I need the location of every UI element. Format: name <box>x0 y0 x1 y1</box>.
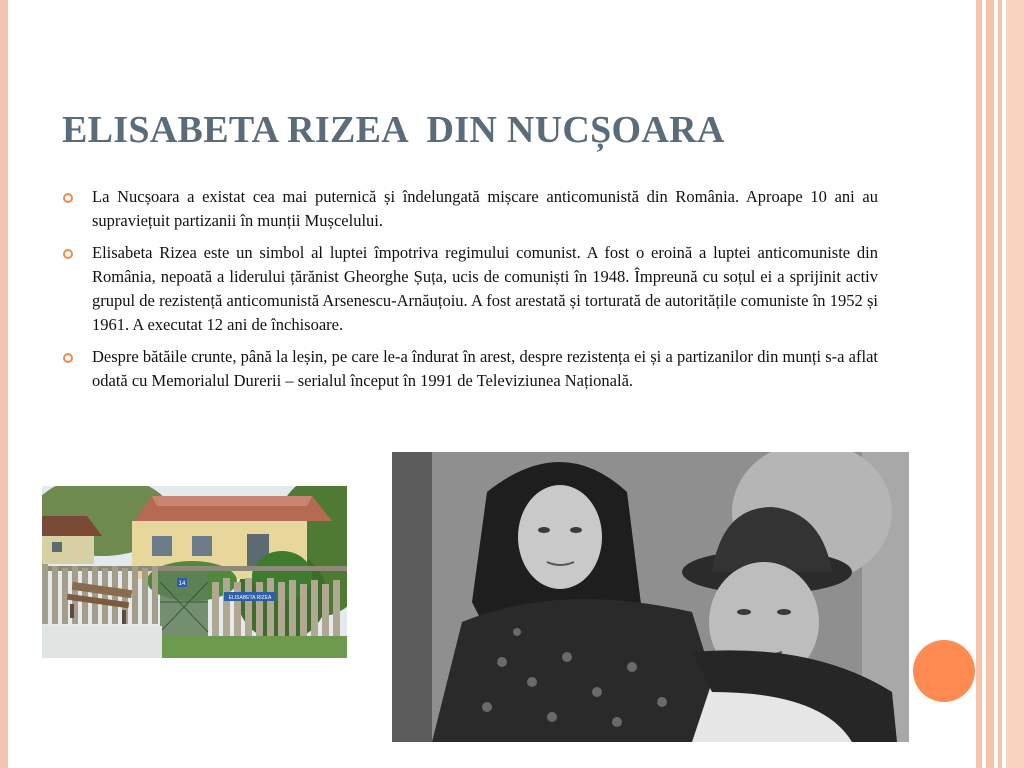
elisabeta-rizea-portrait-photo <box>392 452 909 742</box>
bullet-marker-icon <box>63 193 73 203</box>
left-border-decoration <box>0 0 8 768</box>
house-number-sign: 14 <box>178 581 186 587</box>
street-name-sign: ELISABETA RIZEA <box>228 595 272 601</box>
bullet-text: La Nucșoara a existat cea mai puternică și îndelungată mișcare anticomunistă din România. Aproape 10 ani au supraviețuit partizanii în munții Mușcelului. <box>92 187 878 230</box>
bullet-item <box>62 185 878 233</box>
stripe <box>1006 0 1024 768</box>
bullet-marker-icon <box>63 353 73 363</box>
bullet-text: Despre bătăile crunte, până la leșin, pe care le-a îndurat în arest, despre rezistența ei și a partizanilor din munți s-a aflat odată cu Memorialul Durerii – serialul început în 1991 de Televiziunea Națională. <box>92 347 878 390</box>
bullet-item <box>62 241 878 337</box>
orange-circle-decoration <box>913 640 975 702</box>
bullet-marker-icon <box>63 249 73 259</box>
stripe <box>986 0 994 768</box>
bullet-item <box>62 345 878 393</box>
bullet-list <box>62 185 878 401</box>
stripe <box>998 0 1002 768</box>
slide-title: ELISABETA RIZEA DIN NUCȘOARA <box>62 109 725 151</box>
bullet-text: Elisabeta Rizea este un simbol al luptei împotriva regimului comunist. A fost o eroină a luptei anticomuniste din România, nepoată a liderului țărănist Gheorghe Șuța, ucis de comuniști în 1948. Împreună cu soțul ei a sprijinit activ grupul de rezistență anticomunistă Arsenescu-Arnăuțoiu. A fost arestată și torturată de autoritățile comuniste în 1952 și 1961. A executat 12 ani de închisoare. <box>92 243 878 334</box>
stripe <box>976 0 982 768</box>
right-stripes-decoration <box>976 0 1024 768</box>
village-house-photo <box>42 486 347 658</box>
